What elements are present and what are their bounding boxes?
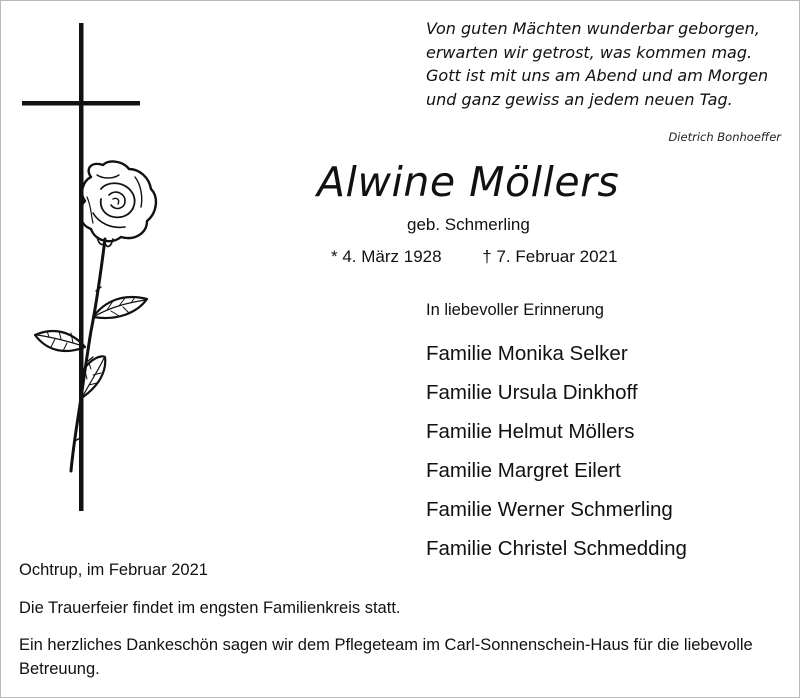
quote-line: und ganz gewiss an jedem neuen Tag. <box>426 89 733 109</box>
funeral-notice: Die Trauerfeier findet im engsten Familienkreis statt. <box>19 599 401 617</box>
place-and-date: Ochtrup, im Februar 2021 <box>19 561 208 579</box>
family-entry: Familie Monika Selker <box>426 342 628 365</box>
death-date: † 7. Februar 2021 <box>482 247 618 266</box>
deceased-name: Alwine Möllers <box>317 158 620 206</box>
life-dates <box>331 247 617 267</box>
birth-date: * 4. März 1928 <box>331 247 442 266</box>
cross-and-rose-artwork <box>1 1 221 561</box>
quote-line: erwarten wir getrost, was kommen mag. <box>426 42 753 62</box>
birth-name: geb. Schmerling <box>407 215 530 234</box>
rose-icon <box>35 162 156 471</box>
family-entry: Familie Ursula Dinkhoff <box>426 381 638 404</box>
thanks-notice: Ein herzliches Dankeschön sagen wir dem Pflegeteam im Carl-Sonnenschein-Haus für die liebevolle Betreuung. <box>19 636 753 678</box>
quote-line: Gott ist mit uns am Abend und am Morgen <box>426 66 769 85</box>
family-entry: Familie Christel Schmedding <box>426 537 687 560</box>
bonhoeffer-quote <box>426 17 786 111</box>
memory-label: In liebevoller Erinnerung <box>426 301 604 319</box>
family-entry: Familie Werner Schmerling <box>426 498 673 521</box>
quote-line: Von guten Mächten wunderbar geborgen, <box>426 19 760 38</box>
quote-author: Dietrich Bonhoeffer <box>668 130 781 144</box>
family-entry: Familie Helmut Möllers <box>426 420 635 443</box>
cross-icon <box>22 23 140 511</box>
family-list <box>426 334 687 568</box>
family-entry: Familie Margret Eilert <box>426 459 621 482</box>
